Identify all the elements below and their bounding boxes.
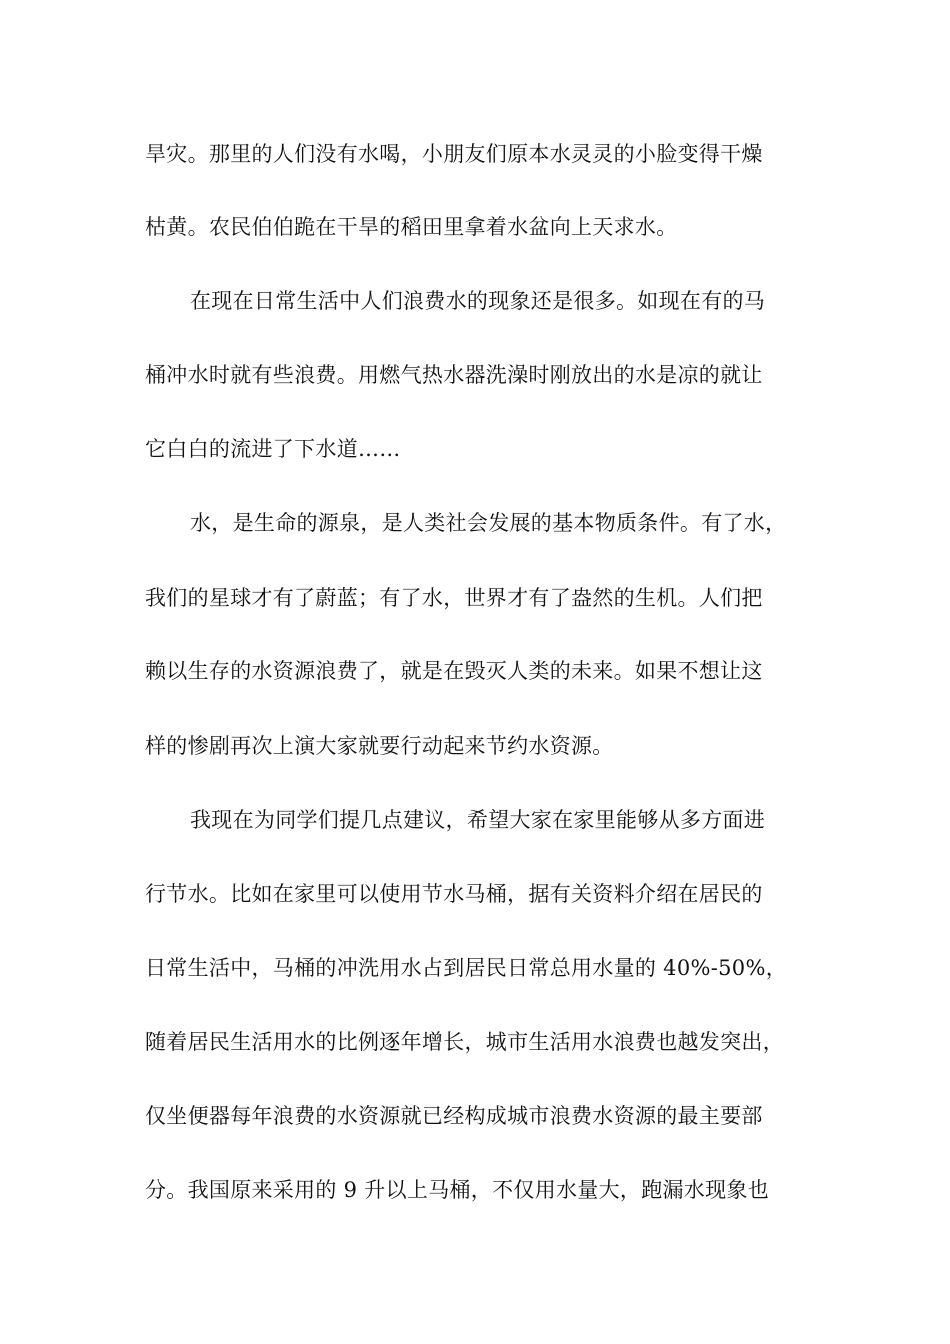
paragraph-start-line: 我现在为同学们提几点建议，希望大家在家里能够从多方面进: [190, 808, 766, 832]
text-line: 仅坐便器每年浪费的水资源就已经构成城市浪费水资源的最主要部: [145, 1104, 763, 1128]
text-line: 旱灾。那里的人们没有水喝，小朋友们原本水灵灵的小脸变得干燥: [145, 142, 763, 166]
text-line: 我们的星球才有了蔚蓝；有了水，世界才有了盎然的生机。人们把: [145, 586, 763, 610]
text-line: 枯黄。农民伯伯跪在干旱的稻田里拿着水盆向上天求水。: [145, 215, 678, 239]
text-line: 日常生活中，马桶的冲洗用水占到居民日常总用水量的 40%-50%，: [145, 956, 788, 980]
text-line: 随着居民生活用水的比例逐年增长，城市生活用水浪费也越发突出，: [145, 1030, 784, 1054]
text-line: 样的惨剧再次上演大家就要行动起来节约水资源。: [145, 734, 614, 758]
text-line: 赖以生存的水资源浪费了，就是在毁灭人类的未来。如果不想让这: [145, 659, 763, 683]
text-line: 桶冲水时就有些浪费。用燃气热水器洗澡时刚放出的水是凉的就让: [145, 363, 763, 387]
text-line: 它白白的流进了下水道……: [145, 437, 401, 461]
paragraph-start-line: 在现在日常生活中人们浪费水的现象还是很多。如现在有的马: [190, 289, 766, 313]
text-line: 分。我国原来采用的 9 升以上马桶，不仅用水量大，跑漏水现象也: [145, 1178, 770, 1202]
text-line: 行节水。比如在家里可以使用节水马桶，据有关资料介绍在居民的: [145, 882, 763, 906]
paragraph-start-line: 水，是生命的源泉，是人类社会发展的基本物质条件。有了水，: [190, 511, 787, 535]
